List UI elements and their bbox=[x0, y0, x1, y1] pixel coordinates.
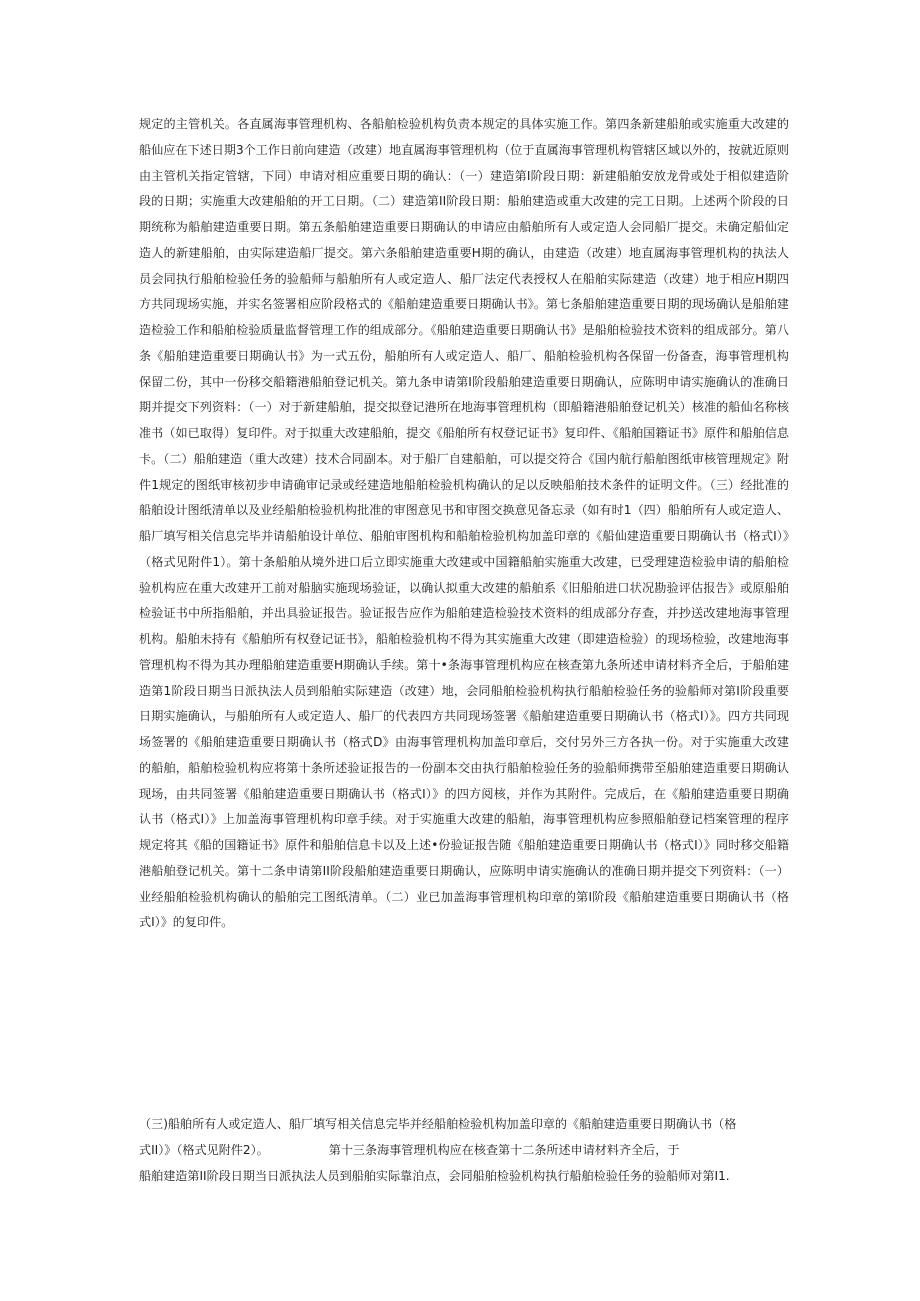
tail-line-2-part-a: 式II）》（格式见附件2）。 bbox=[139, 1143, 269, 1157]
tail-line-2-part-b: 第十三条海事管理机构应在核查第十二条所述申请材料齐全后，于 bbox=[328, 1143, 680, 1157]
tail-line-2 bbox=[139, 1138, 794, 1164]
main-paragraph: 规定的主管机关。各直属海事管理机构、各船舶检验机构负责本规定的具体实施工作。第四条新建船舶或实施重大改建的船仙应在下述日期3个工作日前向建造（改建）地直属海事管理机构（位于直属海事管理机构管辖区域以外的，按就近原则由主管机关指定管辖，下同）申请对相应重要日期的确认：（一）建造第I阶段日期：新建船舶安放龙骨或处于相似建造阶段的日期；实施重大改建船舶的开工日期。（二）建造第II阶段日期：船舶建造或重大改建的完工日期。上述两个阶段的日期统称为船舶建造重要日期。第五条船舶建造重要日期确认的申请应由船舶所有人或定造人会同船厂提交。未确定船仙定造人的新建船舶，由实际建造船厂提交。第六条船舶建造重要H期的确认，由建造（改建）地直属海事管理机构的执法人员会同执行船舶检验任务的验船师与船舶所有人或定造人、船厂法定代表授权人在船舶实际建造（改建）地于相应H期四方共同现场实施，并实名签署相应阶段格式的《船舶建造重要日期确认书》。第七条船舶建造重要日期的现场确认是船舶建造检验工作和船舶检验质量监督管理工作的组成部分。《船舶建造重要日期确认书》是船舶检验技术资料的组成部分。第八条《船舶建造重要日期确认书》为一式五份，船舶所有人或定造人、船厂、船舶检验机构各保留一份备查，海事管理机构保留二份，其中一份移交船籍港船舶登记机关。第九条申请第I阶段船舶建造重要日期确认，应陈明申请实施确认的准确日期并提交下列资料：（一）对于新建船舶，提交拟登记港所在地海事管理机构（即船籍港船舶登记机关）核准的船仙名称核准书（如已取得）复印件。对于拟重大改建船舶，提交《船舶所有权登记证书》复印件、《船舶国籍证书》原件和船舶信息卡。（二）船舶建造（重大改建）技术合同副本。对于船厂自建船舶，可以提交符合《国内航行船舶图纸审核管理规定》附件1规定的图纸审核初步申请确审记录或经建造地船舶检验机构确认的足以反映船舶技术条件的证明文件。（三）经批准的船舶设计图纸清单以及业经船舶检验机构批准的审图意见书和审图交换意见备忘录（如有时1（四）船舶所有人或定造人、船厂填写相关信息完毕并请船舶设计单位、船舶审图机构和船舶检验机构加盖印章的《船仙建造重要日期确认书（格式I）》（格式见附件1）。第十条船舶从境外进口后立即实施重大改建或中国籍船舶实施重大改建，已受理建造检验申请的船舶检验机构应在重大改建开工前对船脑实施现场验证，以确认拟重大改建的船舶系《旧船舶进口状况勘验评估报告》或原船舶检验证书中所指船舶，并出具验证报告。验证报告应作为船舶建造检验技术资料的组成部分存查，并抄送改建地海事管理机构。船舶未持有《船舶所有权登记证书》，船舶检验机构不得为其实施重大改建（即建造检验）的现场检验，改建地海事管理机构不得为其办理船舶建造重要H期确认手续。第十•条海事管理机构应在核查第九条所述申请材料齐全后，于船舶建造第1阶段日期当日派执法人员到船舶实际建造（改建）地，会同船舶检验机构执行船舶检验任务的验船师对第I阶段重要日期实施确认，与船舶所有人或定造人、船厂的代表四方共同现场签署《船舶建造重要日期确认书（格式I）》。四方共同现场签署的《船舶建造重要日期确认书（格式D》由海事管理机构加盖印章后，交付另外三方各执一份。对于实施重大改建的船舶，船舶检验机构应将第十条所述验证报告的一份副本交由执行船舶检验任务的验船师携带至船舶建造重要日期确认现场，由共同签署《船舶建造重要日期确认书（格式I）》的四方阅核，并作为其附件。完成后，在《船舶建造重要日期确认书（格式I）》上加盖海事管理机构印章手续。对于实施重大改建的船舶，海事管理机构应参照船舶登记档案管理的程序规定将其《船的国籍证书》原件和船舶信息卡以及上述•份验证报告随《船舶建造重要日期确认书（格式I）》同时移交船籍港船舶登记机关。第十二条申请第II阶段船舶建造重要日期确认，应陈明申请实施确认的准确日期并提交下列资料：（一）业经船舶检验机构确认的船舶完工图纸清单。（二）业已加盖海事管理机构印章的第I阶段《船舶建造重要日期确认书（格式I）》的复印件。 bbox=[139, 117, 789, 930]
tail-line-3: 船舶建造第II阶段日期当日派执法人员到船舶实际靠泊点，会同船舶检验机构执行船舶检验任务的验船师对第I1. bbox=[139, 1169, 730, 1183]
tail-line-1: （三)船舶所有人或定造人、船厂填写相关信息完毕并经船舶检验机构加盖印章的《船舶建造重要日期确认书（格 bbox=[139, 1117, 737, 1131]
